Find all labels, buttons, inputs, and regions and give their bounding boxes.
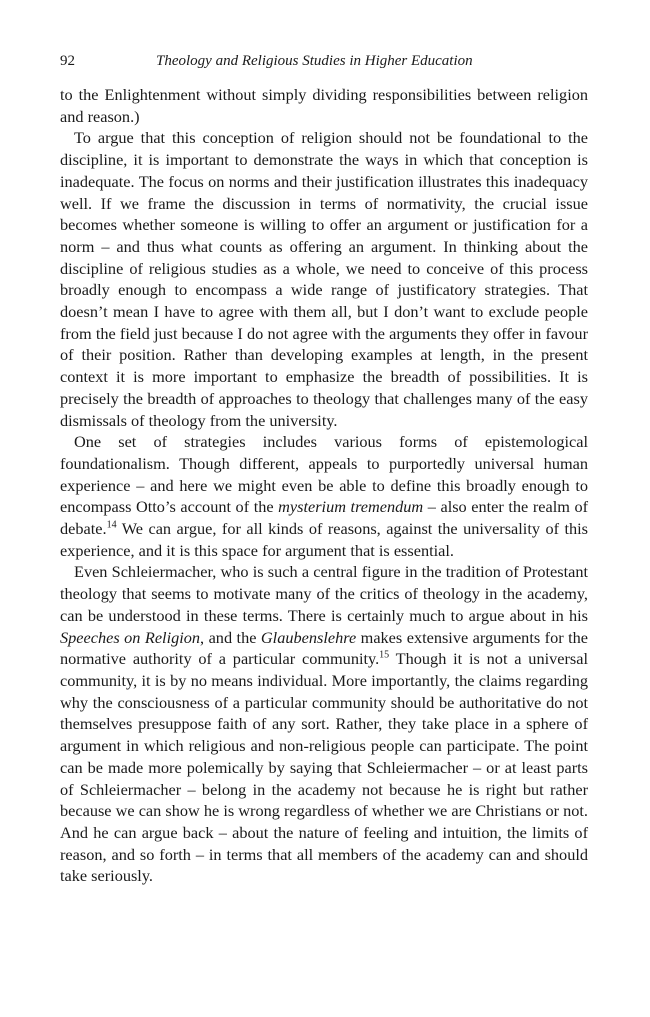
italic-title: Speeches on Religion (60, 627, 201, 647)
paragraph-text: We can argue, for all kinds of reasons, against the universality of this experience, and it is this space for argument that is essential. (60, 519, 588, 560)
paragraph-text: To argue that this conception of religion should not be foundational to the discipline, it is important to demonstrate the ways in which that conception is inadequate. The focus on norms and their justification illustrates this inadequacy well. If we frame the discussion in terms of normativity, the crucial issue becomes whether someone is willing to offer an argument or justification for a norm – and thus what counts as offering an argument. In thinking about the discipline of religious studies as a whole, we need to conceive of this process broadly enough to encompass a wide range of justificatory strategies. That doesn’t mean I have to agree with them all, but I don’t want to exclude people from the field just because I do not agree with the arguments they offer in favour of their position. Rather than developing examples at length, in the present context it is more important to emphasize the breadth of possibilities. It is precisely the breadth of approaches to theology that challenges many of the easy dismissals of theology from the university. (60, 128, 588, 430)
paragraph-text: to the Enlightenment without simply dividing responsibilities between religion and reason.) (60, 85, 588, 126)
paragraph-text: makes extensive arguments for the normative authority of a particular community. (60, 627, 588, 669)
book-page (60, 50, 588, 887)
running-head (60, 50, 588, 72)
paragraph (60, 431, 588, 561)
footnote-marker: 14 (106, 519, 117, 531)
body-text (60, 84, 588, 887)
paragraph-text: – also enter the realm of debate. (60, 497, 589, 539)
running-title: Theology and Religious Studies in Higher Education (156, 53, 473, 69)
paragraph (60, 561, 588, 887)
paragraph-text: One set of strategies includes various forms of epistemological foundationalism. Though different, appeals to purportedly universal human experience – and here we might even be able to define this broadly enough to encompass Otto’s account of the (60, 432, 588, 517)
paragraph-continuation (60, 84, 588, 127)
paragraph-text: Even Schleiermacher, who is such a central figure in the tradition of Protestant theology that seems to motivate many of the critics of theology in the academy, can be understood in these terms. There is certainly much to argue about in his (60, 562, 588, 625)
paragraph-text: Though it is not a universal community, it is by no means individual. More importantly, the claims regarding why the consciousness of a particular community should be authoritative do not themselves presuppose faith of any sort. Rather, they take place in a sphere of argument in which religious and non-religious people can participate. The point can be made more polemically by saying that Schleiermacher – or at least parts of Schleiermacher – belong in the academy not because he is right but rather because we can show he is wrong regardless of whether we are Christians or not. And he can argue back – about the nature of feeling and intuition, the limits of reason, and so forth – in terms that all members of the academy can and should take seriously. (60, 649, 588, 886)
italic-term: mysterium tremendum (278, 497, 424, 517)
paragraph (60, 127, 588, 431)
footnote-marker: 15 (379, 649, 390, 661)
italic-title: Glaubenslehre (260, 627, 357, 647)
paragraph-text: , and the (200, 627, 261, 647)
page-number: 92 (60, 53, 75, 69)
